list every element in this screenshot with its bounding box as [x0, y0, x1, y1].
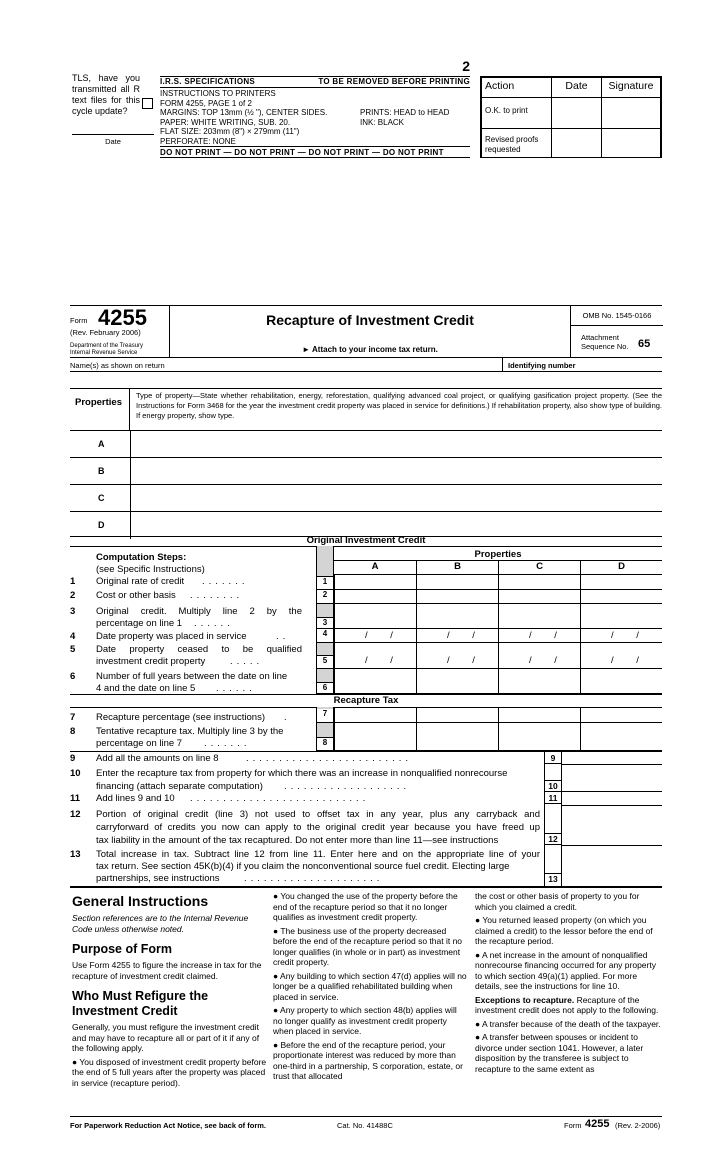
line-5-box: 5 — [316, 655, 334, 669]
attachment-label: Attachment — [581, 333, 619, 342]
instructions-col-2 — [273, 891, 467, 1082]
action-header: Action — [482, 78, 552, 98]
property-c-field[interactable] — [130, 485, 662, 512]
cell-4c[interactable]: / / — [498, 629, 580, 643]
attach-note: ► Attach to your income tax return. — [302, 345, 438, 354]
cell-8c[interactable] — [498, 723, 580, 751]
cell-8d[interactable] — [580, 723, 662, 751]
bullet-death: ● A transfer because of the death of the taxpayer. — [475, 1018, 661, 1029]
instructions-col-1 — [72, 893, 268, 1088]
cell-5a[interactable]: / / — [334, 643, 416, 669]
ok-date-cell[interactable] — [552, 98, 602, 129]
bullet-proportionate: ● Before the end of the recapture period, your proportionate interest was reduced by more than one-third in a partnership, S corporation, estate, or trust that allocated — [273, 1039, 463, 1081]
irs-label: Internal Revenue Service — [70, 350, 138, 356]
amount-10[interactable] — [562, 765, 662, 792]
cell-1c[interactable] — [498, 574, 580, 590]
line-10-box: 10 — [544, 780, 562, 792]
line-9-box: 9 — [544, 753, 562, 764]
action-table — [480, 76, 662, 158]
bullet-business-use: ● The business use of the property decreased before the end of the recapture period so that it no longer qualifies (in whole or in part) as investment credit property. — [273, 925, 463, 967]
omb-number: OMB No. 1545-0166 — [571, 311, 663, 326]
property-row-b — [70, 457, 662, 484]
spec-header — [160, 77, 470, 88]
sequence-label: Sequence No. — [581, 342, 629, 351]
spec-line: INSTRUCTIONS TO PRINTERS — [160, 89, 276, 98]
cell-2b[interactable] — [416, 590, 498, 604]
property-a-field[interactable] — [130, 431, 662, 458]
col-c: C — [498, 561, 580, 574]
dept-treasury: Department of the Treasury — [70, 343, 144, 349]
cell-8b[interactable] — [416, 723, 498, 751]
form-id-block — [70, 306, 170, 358]
identifying-number-label: Identifying number — [502, 358, 662, 372]
cost-basis-text: the cost or other basis of property to you for which you claimed a credit. — [475, 891, 640, 912]
col-a: A — [371, 561, 379, 572]
cell-7a[interactable] — [334, 707, 416, 723]
cell-3d[interactable] — [580, 604, 662, 629]
property-row-d — [70, 511, 662, 538]
original-investment-credit-heading: Original Investment Credit — [306, 535, 426, 546]
who-heading: Who Must Refigure the Investment Credit — [72, 989, 209, 1018]
general-instructions-heading: General Instructions — [72, 893, 209, 909]
purpose-text: Use Form 4255 to figure the increase in tax for the recapture of investment credit claimed. — [72, 960, 262, 981]
name-row — [70, 358, 662, 372]
sequence-number: 65 — [638, 338, 651, 350]
ok-to-print: O.K. to print — [482, 98, 552, 129]
paperwork-notice: For Paperwork Reduction Act Notice, see back of form. — [70, 1121, 267, 1130]
page-number: 2 — [462, 58, 470, 74]
revised-signature-cell[interactable] — [602, 129, 661, 158]
purpose-heading: Purpose of Form — [72, 942, 173, 956]
line-1-box: 1 — [316, 576, 334, 590]
cell-7c[interactable] — [498, 707, 580, 723]
line-13-box: 13 — [544, 873, 562, 884]
cell-5b[interactable]: / / — [416, 643, 498, 669]
date-label: Date — [105, 137, 121, 146]
cell-6b[interactable] — [416, 669, 498, 694]
property-b-field[interactable] — [130, 458, 662, 485]
spec-ink: INK: BLACK — [360, 117, 405, 127]
form-footer — [70, 1116, 662, 1132]
tls-note: TLS, have you transmitted all R text files for this cycle update? — [72, 73, 140, 116]
spec-prints: PRINTS: HEAD to HEAD — [360, 108, 450, 117]
cell-3c[interactable] — [498, 604, 580, 629]
cell-8a[interactable] — [334, 723, 416, 751]
property-letter: C — [98, 493, 105, 503]
signature-header: Signature — [602, 78, 661, 98]
footer-form-label: Form — [564, 1121, 582, 1130]
omb-block — [570, 306, 662, 358]
bullet-section-47d: ● Any building to which section 47(d) applies will no longer be a qualified rehabilitated building when placed in service. — [273, 970, 467, 1002]
line-3-box: 3 — [316, 617, 334, 629]
bullet-disposed: ● You disposed of investment credit property before the end of 5 full years after the property was placed in service (recapture period). — [72, 1056, 267, 1088]
line-8-box: 8 — [316, 737, 334, 751]
cell-6c[interactable] — [498, 669, 580, 694]
cell-5c[interactable]: / / — [498, 643, 580, 669]
line-12-box: 12 — [544, 833, 562, 845]
cell-4a[interactable]: / / — [334, 629, 416, 643]
amount-11[interactable] — [562, 792, 662, 806]
amount-13[interactable] — [562, 846, 662, 886]
cell-1b[interactable] — [416, 574, 498, 590]
form-number: 4255 — [98, 305, 147, 330]
date-header: Date — [552, 78, 602, 98]
amount-9[interactable] — [562, 751, 662, 765]
catalog-number: Cat. No. 41488C — [337, 1121, 393, 1130]
col-d: D — [580, 561, 662, 574]
name-field[interactable] — [70, 358, 498, 372]
name-label: Name(s) as shown on return — [70, 361, 165, 370]
footer-form-number: 4255 — [585, 1118, 610, 1130]
property-letter: B — [98, 466, 105, 476]
bullet-changed-use: ● You changed the use of the property before the end of the recapture period so that it no longer qualifies as investment credit property. — [273, 891, 458, 922]
spec-line: PAPER: WHITE WRITING, SUB. 20. INK: BLACK — [160, 117, 405, 127]
spec-line: FLAT SIZE: 203mm (8") × 279mm (11") — [160, 127, 300, 136]
property-letter: A — [98, 439, 105, 449]
irs-specifications — [160, 76, 470, 158]
form-header — [70, 305, 662, 358]
cell-4b[interactable]: / / — [416, 629, 498, 643]
properties-heading: Properties — [334, 549, 662, 561]
line-6-box: 6 — [316, 682, 334, 694]
cell-6d[interactable] — [580, 669, 662, 694]
cell-7b[interactable] — [416, 707, 498, 723]
bullet-section-48b: ● Any property to which section 48(b) applies will no longer qualify as investment credit property when placed in service. — [273, 1005, 457, 1036]
exceptions-text: Exceptions to recapture. Recapture of the investment credit does not apply to the following. — [475, 994, 659, 1015]
form-label: Form — [70, 316, 88, 325]
instructions-col-3 — [475, 891, 663, 1074]
cell-2c[interactable] — [498, 590, 580, 604]
col-b: B — [416, 561, 498, 574]
property-letter: D — [98, 520, 105, 530]
see-instructions: (see Specific Instructions) — [96, 564, 205, 575]
cell-1a[interactable] — [334, 574, 416, 590]
who-text: Generally, you must refigure the investment credit and may have to recapture all or part of it if any of the following apply. — [72, 1022, 260, 1053]
line-11-box: 11 — [544, 793, 562, 804]
spec-line: MARGINS: TOP 13mm (½ "), CENTER SIDES. PRINTS: HEAD to HEAD — [160, 108, 450, 117]
section-references: Section references are to the Internal Revenue Code unless otherwise noted. — [72, 913, 249, 934]
cell-4d[interactable]: / / — [580, 629, 662, 643]
form-revision: (Rev. February 2006) — [70, 328, 141, 337]
properties-section — [70, 388, 662, 537]
form-title: Recapture of Investment Credit — [266, 312, 474, 328]
tls-checkbox[interactable] — [142, 98, 153, 109]
properties-label: Properties — [70, 389, 130, 430]
properties-description: Type of property—State whether rehabilitation, energy, reforestation, qualifying advanced coal project, or qualifying gasification project property. (See the Instructions for Form 3468 for the year the investment credit property was placed in service for definitions.) If rehabilitation property, also show type of building. If energy property, show type. — [136, 391, 662, 420]
spec-removed: TO BE REMOVED BEFORE PRINTING — [318, 77, 470, 86]
cell-6a[interactable] — [334, 669, 416, 694]
bullet-leased: ● You returned leased property (on which you claimed a credit) to the lessor before the end of the recapture period. — [475, 915, 653, 946]
revised-proofs: Revised proofs requested — [482, 129, 552, 158]
property-row-a — [70, 430, 662, 457]
cell-7d[interactable] — [580, 707, 662, 723]
recapture-tax-heading: Recapture Tax — [333, 695, 399, 706]
bullet-nonrecourse: ● A net increase in the amount of nonqualified nonrecourse financing occurred for any property to which section 49(a)(1) applied. For more details, see the instructions for line 10. — [475, 949, 656, 991]
revised-date-cell[interactable] — [552, 129, 602, 158]
computation-steps: Computation Steps: — [96, 552, 187, 563]
do-not-print: DO NOT PRINT — DO NOT PRINT — DO NOT PRINT — DO NOT PRINT — [160, 146, 470, 158]
property-row-c — [70, 484, 662, 511]
spec-title: I.R.S. SPECIFICATIONS — [160, 77, 256, 86]
line-7-box: 7 — [316, 709, 334, 723]
footer-revision: (Rev. 2-2006) — [615, 1121, 661, 1130]
spec-line: FORM 4255, PAGE 1 of 2 — [160, 98, 252, 108]
ok-signature-cell[interactable] — [602, 98, 661, 129]
cell-2a[interactable] — [334, 590, 416, 604]
cell-5d[interactable]: / / — [580, 643, 662, 669]
date-signature-line — [72, 134, 154, 135]
line-4-box: 4 — [316, 629, 334, 643]
bullet-divorce: ● A transfer between spouses or incident to divorce under section 1041. However, a later disposition by the transferee is subject to recapture to the same extent as — [475, 1032, 644, 1074]
spec-line: PERFORATE: NONE — [160, 136, 236, 146]
line-2-box: 2 — [316, 590, 334, 604]
cell-1d[interactable] — [580, 574, 662, 590]
cell-2d[interactable] — [580, 590, 662, 604]
cell-3b[interactable] — [416, 604, 498, 629]
amount-12[interactable] — [562, 806, 662, 846]
cell-3a[interactable] — [334, 604, 416, 629]
